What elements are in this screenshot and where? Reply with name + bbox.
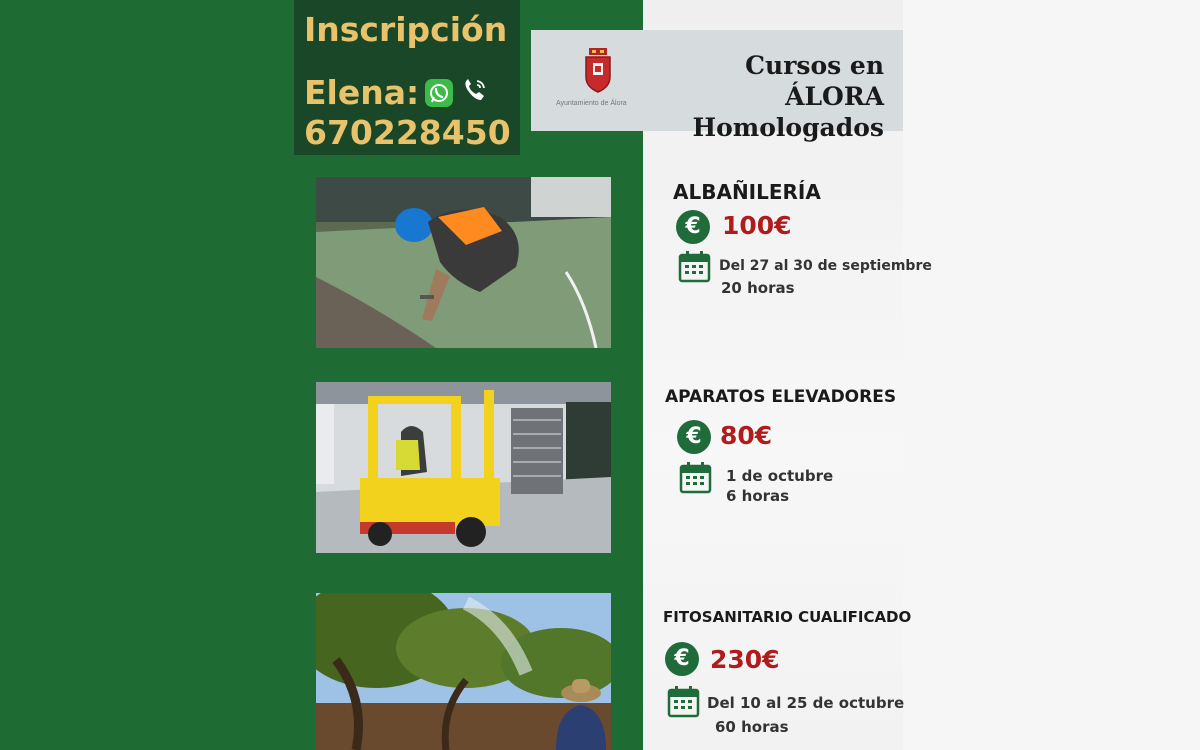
phone-number[interactable]: 670228450 (304, 113, 511, 152)
course-name-aparatos-elevadores: APARATOS ELEVADORES (665, 387, 897, 407)
crest-caption: Ayuntamiento de Álora (556, 100, 627, 107)
town-crest-icon (583, 48, 613, 99)
calendar-icon (679, 461, 712, 499)
page-margin (903, 0, 1200, 750)
phone-icon[interactable] (461, 73, 489, 112)
contact-name: Elena: (304, 73, 420, 112)
course-name-fitosanitario: FITOSANITARIO CUALIFICADO (663, 608, 912, 626)
page-title (640, 50, 884, 143)
whatsapp-icon[interactable] (425, 79, 453, 107)
euro-icon: € (665, 642, 699, 676)
orchard-spraying-photo (316, 593, 611, 750)
course-hours: 20 horas (721, 279, 795, 297)
forklift-photo (316, 382, 611, 553)
title-line-1: Cursos en ÁLORA (745, 51, 884, 111)
course-hours: 60 horas (715, 718, 789, 736)
course-date: Del 27 al 30 de septiembre (719, 258, 932, 274)
euro-icon: € (677, 420, 711, 454)
registration-title: Inscripción (304, 10, 508, 49)
calendar-icon (667, 685, 700, 723)
bricklayer-photo (316, 177, 611, 348)
course-date: 1 de octubre (726, 467, 834, 485)
euro-icon: € (676, 210, 710, 244)
course-date: Del 10 al 25 de octubre (707, 694, 905, 712)
course-price: 230€ (710, 645, 780, 674)
registration-contact (304, 73, 489, 112)
course-price: 80€ (720, 421, 773, 450)
course-price: 100€ (722, 211, 792, 240)
calendar-icon (678, 250, 711, 288)
title-line-2: Homologados (692, 113, 884, 142)
course-hours: 6 horas (726, 487, 790, 505)
course-name-albanileria: ALBAÑILERÍA (673, 180, 821, 204)
